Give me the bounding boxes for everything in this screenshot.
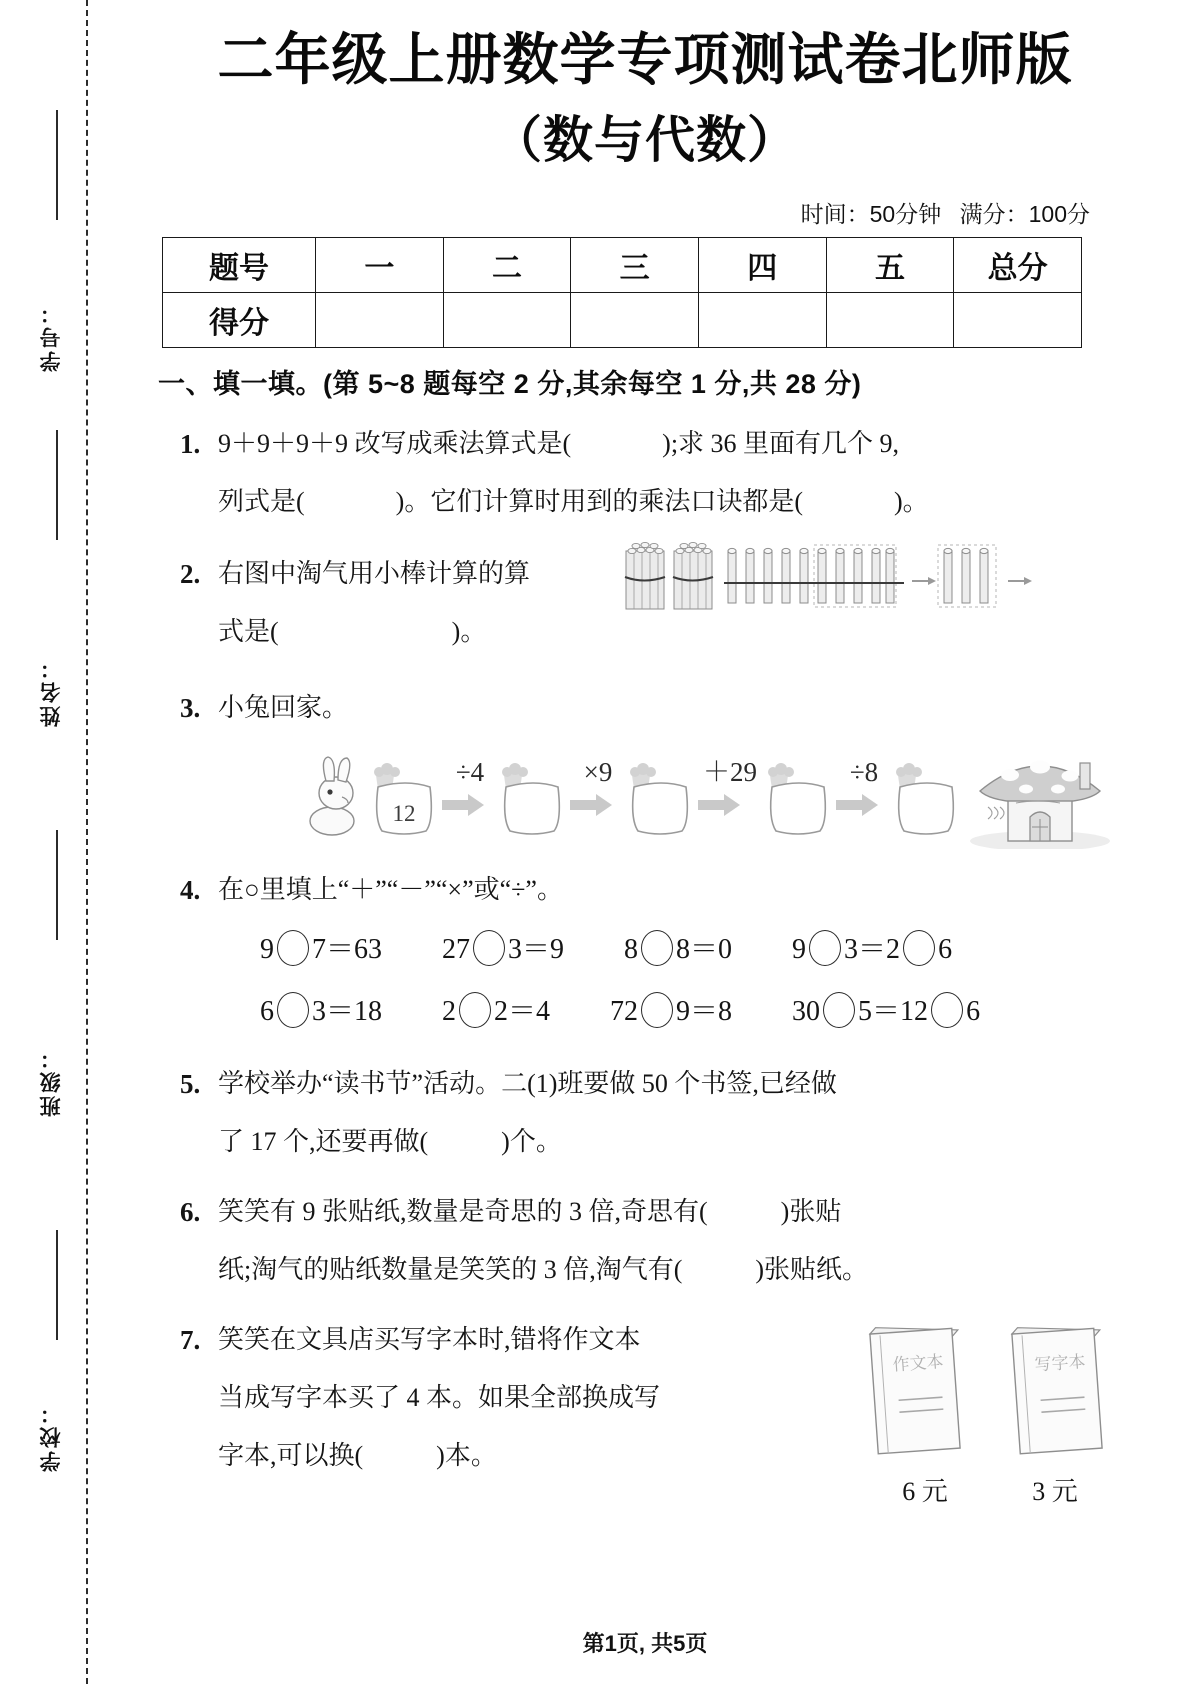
- book-title-2: 写字本: [1033, 1352, 1087, 1375]
- total-score: 满分：100分: [959, 201, 1090, 228]
- binding-margin: [0, 0, 140, 1684]
- arrow-icon: [698, 794, 740, 816]
- question-line: [218, 1241, 1150, 1299]
- question-5: [140, 1055, 1150, 1171]
- question-7: [140, 1311, 1150, 1507]
- cell-q4: 四: [698, 238, 826, 293]
- operator-circle[interactable]: [277, 930, 309, 966]
- q6-text-c: 纸;淘气的贴纸数量是笑笑的 3 倍,淘气有(: [218, 1255, 683, 1285]
- path-operation-2: ×9: [583, 757, 613, 788]
- cell-q3: 三: [571, 238, 699, 293]
- q7-text-d: )本。: [436, 1441, 497, 1471]
- question-number: 3.: [180, 693, 201, 724]
- question-number: 1.: [180, 429, 201, 460]
- seal-solid-segment-3: [56, 830, 58, 940]
- q5-text-a: 学校举办“读书节”活动。二(1)班要做 50 个书签,已经做: [218, 1069, 837, 1099]
- arrow-icon: [442, 794, 484, 816]
- cell-q5: 五: [826, 238, 954, 293]
- question-2: [140, 545, 1150, 661]
- arrow-icon: [1008, 577, 1032, 585]
- eq-left: 9: [260, 934, 274, 966]
- table-row-header: [163, 238, 1082, 293]
- field-class: 班级：: [39, 1045, 63, 1117]
- page-footer: 第1页, 共5页: [582, 1631, 708, 1656]
- mushroom-house-icon: [970, 761, 1110, 850]
- q1-text-c: 列式是(: [218, 487, 305, 517]
- field-school: 学校：: [39, 1400, 63, 1472]
- price-composition-book: 6 元: [902, 1477, 948, 1507]
- score-input-3[interactable]: [571, 293, 699, 348]
- operator-circle[interactable]: [277, 992, 309, 1028]
- book-title-1: 作文本: [891, 1352, 945, 1375]
- q2-text-a: 右图中淘气用小棒计算的算: [218, 559, 531, 589]
- score-input-total[interactable]: [954, 293, 1082, 348]
- arrow-icon: [912, 577, 936, 585]
- price-writing-book: 3 元: [1032, 1477, 1078, 1507]
- equation[interactable]: [610, 981, 732, 1043]
- equation[interactable]: [260, 981, 382, 1043]
- cell-q1: 一: [316, 238, 444, 293]
- score-input-2[interactable]: [443, 293, 571, 348]
- operator-circle[interactable]: [459, 992, 491, 1028]
- q7-text-c: 字本,可以换(: [218, 1441, 364, 1471]
- q6-text-b: )张贴: [780, 1197, 842, 1227]
- field-student-number: 学号：: [39, 300, 63, 372]
- eq-right: 2＝4: [494, 996, 551, 1028]
- arrow-icon: [570, 794, 612, 816]
- equation[interactable]: [442, 981, 550, 1043]
- equation[interactable]: [792, 919, 952, 981]
- eq-left: 2: [442, 996, 457, 1028]
- path-operation-1: ÷4: [455, 757, 485, 788]
- eq-tail: 6: [938, 934, 953, 966]
- eq-right: 8＝0: [676, 934, 733, 966]
- question-line: [218, 1113, 1150, 1171]
- question-3: [140, 679, 1150, 851]
- arrow-icon: [836, 794, 878, 816]
- exam-content: [140, 0, 1150, 1684]
- q7-text-a: 笑笑在文具店买写字本时,错将作文本: [218, 1325, 641, 1355]
- score-input-1[interactable]: [316, 293, 444, 348]
- question-line: [218, 415, 1150, 473]
- q5-text-c: )个。: [501, 1127, 562, 1157]
- counting-sticks-figure: [620, 539, 1040, 617]
- equation[interactable]: [792, 981, 980, 1043]
- q2-text-c: )。: [451, 617, 487, 647]
- question-1: [140, 415, 1150, 531]
- eq-right: 3＝18: [312, 996, 383, 1028]
- q1-text-d: )。它们计算时用到的乘法口诀都是(: [395, 487, 803, 517]
- operator-circle[interactable]: [809, 930, 841, 966]
- path-operation-4: ÷8: [849, 757, 879, 788]
- path-start-value: 12: [392, 801, 416, 827]
- eq-right: 3＝9: [508, 934, 565, 966]
- question-number: 7.: [180, 1325, 201, 1356]
- question-line: [218, 473, 1150, 531]
- cell-得分: 得分: [163, 293, 316, 348]
- question-4: [140, 861, 1150, 1043]
- q3-text: 小兔回家。: [218, 693, 349, 723]
- equation-row: [260, 981, 1150, 1043]
- operator-circle[interactable]: [641, 930, 673, 966]
- sticks-svg: [620, 539, 1040, 617]
- operator-circle[interactable]: [473, 930, 505, 966]
- eq-tail: 6: [966, 996, 981, 1028]
- question-line: [218, 1055, 1150, 1113]
- exam-meta: [140, 196, 1090, 229]
- page-subtitle: （数与代数）: [492, 112, 798, 169]
- rabbit-path-figure: [298, 741, 1128, 851]
- question-number: 5.: [180, 1069, 201, 1100]
- question-number: 4.: [180, 875, 201, 906]
- operator-circle[interactable]: [641, 992, 673, 1028]
- time-limit: 时间：50分钟: [800, 201, 942, 228]
- score-input-4[interactable]: [698, 293, 826, 348]
- eq-right: 3＝2: [844, 934, 901, 966]
- operator-circle[interactable]: [903, 930, 935, 966]
- q1-text-a: 9＋9＋9＋9 改写成乘法算式是(: [218, 429, 572, 459]
- equation[interactable]: [624, 919, 732, 981]
- seal-solid-segment-2: [56, 430, 58, 540]
- q1-text-e: )。: [894, 487, 929, 517]
- q2-text-b: 式是(: [218, 617, 279, 647]
- question-number: 6.: [180, 1197, 201, 1228]
- eq-left: 6: [260, 996, 274, 1028]
- question-line: [218, 861, 1150, 919]
- table-row-scores: [163, 293, 1082, 348]
- eq-left: 27: [442, 934, 471, 966]
- page-title: 二年级上册数学专项测试卷北师版: [217, 28, 1073, 91]
- operator-circle[interactable]: [823, 992, 855, 1028]
- q4-instruction: 在○里填上“＋”“－”“×”或“÷”。: [218, 875, 563, 905]
- cell-total: 总分: [954, 238, 1082, 293]
- eq-left: 9: [792, 934, 807, 966]
- question-6: [140, 1183, 1150, 1299]
- book-composition: [869, 1322, 966, 1454]
- rabbit-icon: [310, 757, 354, 835]
- equation[interactable]: [260, 919, 382, 981]
- field-student-name: 姓名：: [39, 655, 63, 727]
- eq-left: 30: [792, 996, 821, 1028]
- rabbit-path-svg: [298, 741, 1128, 849]
- q1-text-b: );求 36 里面有几个 9,: [662, 429, 900, 459]
- eq-right: 9＝8: [676, 996, 733, 1028]
- question-line: [218, 1183, 1150, 1241]
- equation[interactable]: [442, 919, 564, 981]
- score-input-5[interactable]: [826, 293, 954, 348]
- book-writing: [1011, 1322, 1108, 1454]
- score-table: [162, 237, 1082, 348]
- eq-right: 5＝12: [858, 996, 929, 1028]
- path-operation-3: ＋29: [703, 757, 757, 788]
- operator-circle[interactable]: [931, 992, 963, 1028]
- cell-题号: 题号: [163, 238, 316, 293]
- eq-left: 8: [624, 934, 639, 966]
- q6-text-d: )张贴纸。: [755, 1255, 869, 1285]
- seal-dashed-line: [86, 0, 88, 1684]
- q6-text-a: 笑笑有 9 张贴纸,数量是奇思的 3 倍,奇思有(: [218, 1197, 708, 1227]
- equation-row: [260, 919, 1150, 981]
- eq-right: 7＝63: [312, 934, 383, 966]
- seal-solid-segment-4: [56, 1230, 58, 1340]
- book-prices: [860, 1463, 1120, 1521]
- q7-text-b: 当成写字本买了 4 本。如果全部换成写: [218, 1383, 661, 1413]
- section-heading: 一、填一填。(第 5~8 题每空 2 分,其余每空 1 分,共 28 分): [158, 369, 862, 400]
- seal-solid-segment-1: [56, 110, 58, 220]
- cell-q2: 二: [443, 238, 571, 293]
- notebooks-svg: [860, 1315, 1120, 1475]
- question-number: 2.: [180, 559, 201, 590]
- eq-left: 72: [610, 996, 639, 1028]
- q5-text-b: 了 17 个,还要再做(: [218, 1127, 429, 1157]
- question-line: [218, 679, 1150, 737]
